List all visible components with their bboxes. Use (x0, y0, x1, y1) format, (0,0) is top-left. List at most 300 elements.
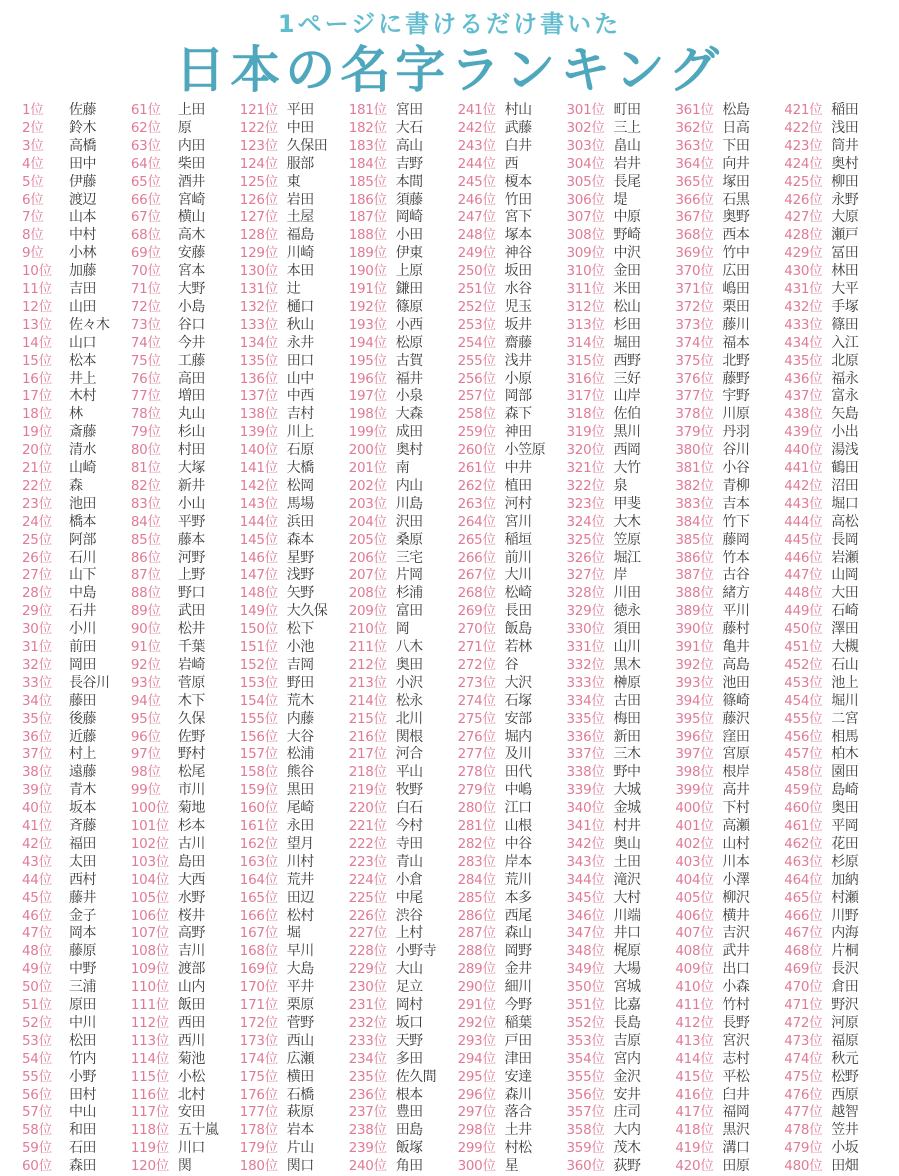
rank-number: 474位 (784, 1050, 823, 1067)
ranking-row (675, 207, 749, 225)
ranking-row (349, 548, 423, 566)
ranking-row (131, 637, 205, 655)
rank-number: 359位 (566, 1140, 605, 1157)
rank-number: 297位 (457, 1104, 496, 1121)
ranking-row (349, 154, 423, 172)
rank-number: 411位 (675, 997, 714, 1013)
ranking-row (675, 315, 749, 333)
rank-number: 436位 (784, 370, 823, 387)
surname: 高木 (177, 227, 205, 244)
ranking-row (131, 1031, 205, 1049)
rank-number: 7位 (22, 209, 44, 226)
surname: 谷 (504, 656, 519, 673)
surname: 上野 (177, 567, 205, 584)
rank-number: 391位 (675, 639, 714, 655)
rank-number: 19位 (22, 424, 52, 441)
surname: 小山 (177, 495, 205, 512)
surname: 吉野 (395, 155, 423, 172)
rank-number: 8位 (22, 227, 44, 244)
rank-number: 254位 (457, 334, 496, 351)
rank-number: 105位 (130, 889, 169, 906)
surname: 澤田 (831, 621, 859, 638)
surname: 福井 (395, 370, 423, 387)
surname: 坂本 (69, 800, 96, 817)
surname: 高橋 (69, 137, 96, 154)
ranking-row (131, 315, 205, 333)
rank-number: 94位 (130, 692, 161, 709)
rank-number: 31位 (22, 639, 52, 655)
surname: 小松 (177, 1068, 205, 1085)
ranking-row (458, 1049, 532, 1067)
ranking-row (22, 673, 110, 691)
surname: 森本 (286, 531, 314, 548)
rank-number: 204位 (348, 513, 387, 530)
surname: 鶴田 (831, 460, 859, 476)
surname: 柳沢 (722, 889, 750, 906)
surname: 小倉 (395, 871, 423, 888)
ranking-row (458, 494, 532, 512)
surname: 石崎 (831, 603, 859, 620)
surname: 大村 (613, 889, 641, 906)
rank-number: 287位 (457, 925, 496, 942)
surname: 増田 (177, 388, 205, 405)
surname: 浜田 (286, 513, 314, 530)
ranking-row (240, 1085, 314, 1103)
rank-number: 48位 (22, 943, 52, 960)
ranking-row (240, 404, 314, 422)
surname: 八木 (395, 639, 423, 655)
ranking-row (784, 100, 858, 118)
rank-number: 304位 (566, 155, 605, 172)
ranking-row (22, 870, 96, 888)
surname: 小野 (69, 1068, 96, 1085)
surname: 松浦 (286, 746, 314, 763)
surname: 向井 (722, 155, 750, 172)
rank-number: 443位 (784, 495, 823, 512)
rank-number: 9位 (22, 245, 44, 262)
ranking-row (131, 154, 205, 172)
rank-number: 299位 (457, 1140, 496, 1157)
rank-number: 86位 (130, 549, 161, 566)
rank-number: 147位 (239, 567, 278, 584)
ranking-row (131, 888, 205, 906)
surname: 杉田 (613, 316, 641, 333)
surname: 遠藤 (69, 764, 96, 781)
ranking-row (458, 333, 532, 351)
rank-number: 179位 (239, 1140, 278, 1157)
surname: 森 (69, 477, 83, 494)
rank-number: 21位 (22, 460, 52, 476)
surname: 金沢 (613, 1068, 641, 1085)
surname: 片山 (286, 1140, 314, 1157)
ranking-row (458, 977, 532, 995)
ranking-row (567, 816, 641, 834)
ranking-row (784, 888, 858, 906)
ranking-row (675, 709, 749, 727)
rank-number: 374位 (675, 334, 714, 351)
rank-number: 42位 (22, 835, 52, 852)
surname: 成田 (395, 424, 423, 441)
surname: 大塚 (177, 460, 205, 476)
surname: 若林 (504, 639, 532, 655)
ranking-row (458, 440, 546, 458)
rank-number: 377位 (675, 388, 714, 405)
rank-number: 320位 (566, 442, 605, 459)
ranking-row (458, 118, 532, 136)
ranking-row (22, 1049, 96, 1067)
surname: 山崎 (69, 460, 96, 476)
surname: 早川 (286, 943, 314, 960)
rank-number: 207位 (348, 567, 387, 584)
rank-number: 153位 (239, 674, 278, 691)
surname: 宮下 (504, 209, 532, 226)
rank-number: 145位 (239, 531, 278, 548)
ranking-row (131, 548, 205, 566)
surname: 福島 (286, 227, 314, 244)
ranking-row (784, 816, 858, 834)
surname: 岩本 (286, 1122, 314, 1139)
surname: 河野 (177, 549, 205, 566)
ranking-row (784, 906, 858, 924)
rank-number: 135位 (239, 352, 278, 369)
surname: 梅田 (613, 710, 641, 727)
ranking-row (567, 691, 641, 709)
surname: 島田 (177, 853, 205, 870)
rank-number: 112位 (130, 1014, 169, 1031)
surname: 篠田 (831, 316, 859, 333)
ranking-row (131, 404, 205, 422)
surname: 三上 (613, 119, 641, 136)
surname: 多田 (395, 1050, 423, 1067)
ranking-row (784, 279, 858, 297)
rank-number: 399位 (675, 782, 714, 799)
rank-number: 143位 (239, 495, 278, 512)
rank-number: 261位 (457, 460, 496, 476)
surname: 西 (504, 155, 519, 172)
rank-number: 308位 (566, 227, 605, 244)
ranking-row (458, 476, 532, 494)
ranking-row (458, 673, 532, 691)
ranking-row (349, 207, 423, 225)
rank-number: 156位 (239, 728, 278, 745)
surname: 荻野 (613, 1158, 641, 1175)
ranking-row (240, 727, 314, 745)
ranking-row (131, 494, 205, 512)
surname: 野村 (177, 746, 205, 763)
rank-number: 183位 (348, 137, 387, 154)
surname: 内田 (177, 137, 205, 154)
surname: 岸本 (504, 853, 532, 870)
rank-number: 346位 (566, 907, 605, 924)
rank-number: 164位 (239, 871, 278, 888)
surname: 片桐 (831, 943, 859, 960)
rank-number: 361位 (675, 102, 714, 118)
rank-number: 174位 (239, 1050, 278, 1067)
surname: 佐野 (177, 728, 205, 745)
surname: 黒田 (286, 782, 314, 799)
ranking-row (131, 369, 205, 387)
rank-number: 25位 (22, 531, 52, 548)
ranking-row (567, 995, 641, 1013)
ranking-row (22, 709, 96, 727)
ranking-row (567, 941, 641, 959)
surname: 西尾 (504, 907, 532, 924)
rank-number: 325位 (566, 531, 605, 548)
rank-number: 217位 (348, 746, 387, 763)
rank-number: 407位 (675, 925, 714, 942)
surname: 前川 (504, 549, 532, 566)
surname: 奥村 (831, 155, 859, 172)
ranking-row (784, 1120, 858, 1138)
rank-number: 102位 (130, 835, 169, 852)
ranking-row (675, 1085, 749, 1103)
surname: 泉 (613, 477, 627, 494)
ranking-row (784, 941, 858, 959)
ranking-row (675, 1013, 749, 1031)
ranking-row (567, 1120, 641, 1138)
surname: 星野 (286, 549, 314, 566)
rank-number: 10位 (22, 263, 52, 280)
ranking-row (131, 852, 205, 870)
rank-number: 141位 (239, 460, 278, 476)
rank-number: 246位 (457, 191, 496, 208)
ranking-row (349, 888, 423, 906)
rank-number: 119位 (130, 1140, 169, 1157)
rank-number: 469位 (784, 961, 823, 978)
ranking-row (567, 834, 641, 852)
surname: 福原 (831, 1032, 859, 1049)
surname: 尾崎 (286, 800, 314, 817)
ranking-row (349, 136, 423, 154)
rank-number: 303位 (566, 137, 605, 154)
rank-number: 106位 (130, 907, 169, 924)
surname: 長岡 (831, 531, 859, 548)
surname: 倉田 (831, 979, 859, 996)
surname: 榊原 (613, 674, 641, 691)
rank-number: 159位 (239, 782, 278, 799)
ranking-row (240, 154, 314, 172)
surname: 笠原 (613, 531, 641, 548)
surname: 小野寺 (395, 943, 437, 960)
rank-number: 344位 (566, 871, 605, 888)
surname: 中西 (286, 388, 314, 405)
rank-number: 444位 (784, 513, 823, 530)
surname: 角田 (395, 1158, 423, 1175)
surname: 丹羽 (722, 424, 750, 441)
rank-number: 453位 (784, 674, 823, 691)
surname: 藤岡 (722, 531, 750, 548)
ranking-row (784, 225, 858, 243)
ranking-row (784, 583, 858, 601)
ranking-row (240, 870, 314, 888)
ranking-row (675, 458, 749, 476)
rank-number: 401位 (675, 818, 714, 834)
rank-number: 421位 (784, 102, 823, 118)
surname: 坂井 (504, 316, 532, 333)
rank-number: 123位 (239, 137, 278, 154)
surname: 川島 (395, 495, 423, 512)
rank-number: 195位 (348, 352, 387, 369)
ranking-row (784, 762, 858, 780)
rank-number: 36位 (22, 728, 52, 745)
ranking-row (784, 1102, 858, 1120)
surname: 竹下 (722, 513, 750, 530)
rank-number: 98位 (130, 764, 161, 781)
rank-number: 24位 (22, 513, 52, 530)
rank-number: 26位 (22, 549, 52, 566)
rank-number: 185位 (348, 173, 387, 190)
surname: 岡部 (504, 388, 532, 405)
ranking-row (567, 207, 641, 225)
ranking-row (131, 279, 205, 297)
rank-number: 415位 (675, 1068, 714, 1085)
surname: 内山 (395, 477, 423, 494)
surname: 野田 (286, 674, 314, 691)
ranking-row (458, 637, 532, 655)
ranking-row (349, 959, 423, 977)
surname: 伊東 (395, 245, 423, 262)
surname: 村松 (504, 1140, 532, 1157)
ranking-row (131, 458, 205, 476)
surname: 小田 (395, 227, 423, 244)
rank-number: 416位 (675, 1086, 714, 1103)
surname: 長谷川 (69, 674, 110, 691)
rank-number: 216位 (348, 728, 387, 745)
rank-number: 351位 (566, 997, 605, 1013)
surname: 堀田 (613, 334, 641, 351)
surname: 桜井 (177, 907, 205, 924)
surname: 石黒 (722, 191, 750, 208)
rank-number: 291位 (457, 997, 496, 1013)
rank-number: 388位 (675, 585, 714, 602)
surname: 石塚 (504, 692, 532, 709)
ranking-row (567, 136, 641, 154)
surname: 大橋 (286, 460, 314, 476)
surname: 山下 (69, 567, 96, 584)
rank-number: 290位 (457, 979, 496, 996)
surname: 大森 (395, 406, 423, 423)
surname: 中島 (69, 585, 96, 602)
rank-number: 265位 (457, 531, 496, 548)
rank-number: 329位 (566, 603, 605, 620)
ranking-row (349, 476, 423, 494)
rank-number: 345位 (566, 889, 605, 906)
rank-number: 59位 (22, 1140, 52, 1157)
rank-number: 449位 (784, 603, 823, 620)
rank-number: 103位 (130, 853, 169, 870)
surname: 三木 (613, 746, 641, 763)
rank-number: 279位 (457, 782, 496, 799)
rank-number: 280位 (457, 800, 496, 817)
ranking-row (131, 941, 205, 959)
surname: 片岡 (395, 567, 423, 584)
ranking-row (240, 816, 314, 834)
rank-number: 131位 (239, 281, 278, 297)
ranking-row (22, 655, 96, 673)
surname: 金城 (613, 800, 641, 817)
surname: 大谷 (286, 728, 314, 745)
surname: 鎌田 (395, 281, 423, 297)
surname: 渡辺 (69, 191, 96, 208)
ranking-row (22, 351, 96, 369)
rank-number: 221位 (348, 818, 387, 834)
ranking-row (240, 440, 314, 458)
surname: 馬場 (286, 495, 314, 512)
rank-number: 387位 (675, 567, 714, 584)
surname: 石山 (831, 656, 859, 673)
ranking-row (22, 458, 96, 476)
surname: 新井 (177, 477, 205, 494)
rank-number: 218位 (348, 764, 387, 781)
ranking-row (675, 118, 749, 136)
ranking-row (22, 744, 96, 762)
surname: 富田 (395, 603, 423, 620)
ranking-row (458, 888, 532, 906)
rank-number: 40位 (22, 800, 52, 817)
surname: 庄司 (613, 1104, 641, 1121)
surname: 石橋 (286, 1086, 314, 1103)
surname: 中谷 (504, 835, 532, 852)
surname: 北野 (722, 352, 750, 369)
surname: 西山 (286, 1032, 314, 1049)
surname: 中沢 (613, 245, 641, 262)
ranking-row (240, 1138, 314, 1156)
surname: 武藤 (504, 119, 532, 136)
ranking-row (349, 404, 423, 422)
surname: 比嘉 (613, 997, 641, 1013)
surname: 黒木 (613, 656, 641, 673)
surname: 安井 (613, 1086, 641, 1103)
rank-number: 209位 (348, 603, 387, 620)
rank-number: 70位 (130, 263, 161, 280)
ranking-row (22, 1120, 96, 1138)
rank-number: 315位 (566, 352, 605, 369)
surname: 窪田 (722, 728, 750, 745)
rank-number: 316位 (566, 370, 605, 387)
ranking-row (349, 1013, 423, 1031)
surname: 岩田 (286, 191, 314, 208)
ranking-row (349, 1031, 423, 1049)
rank-number: 52位 (22, 1014, 52, 1031)
rank-number: 133位 (239, 316, 278, 333)
rank-number: 437位 (784, 388, 823, 405)
ranking-row (349, 565, 423, 583)
ranking-row (131, 1085, 205, 1103)
ranking-row (349, 333, 423, 351)
ranking-row (22, 225, 96, 243)
ranking-row (458, 386, 532, 404)
ranking-row (458, 601, 532, 619)
ranking-row (22, 1085, 96, 1103)
ranking-row (240, 476, 314, 494)
rank-number: 129位 (239, 245, 278, 262)
surname: 大城 (613, 782, 641, 799)
ranking-row (458, 941, 532, 959)
rank-number: 205位 (348, 531, 387, 548)
ranking-row (131, 583, 205, 601)
surname: 大原 (831, 209, 859, 226)
ranking-row (240, 512, 314, 530)
ranking-row (349, 351, 423, 369)
ranking-row (567, 1031, 641, 1049)
surname: 上田 (177, 102, 205, 118)
rank-number: 3位 (22, 137, 44, 154)
ranking-row (131, 673, 205, 691)
rank-number: 322位 (566, 477, 605, 494)
surname: 黒沢 (722, 1122, 750, 1139)
ranking-row (784, 1138, 858, 1156)
rank-number: 402位 (675, 835, 714, 852)
